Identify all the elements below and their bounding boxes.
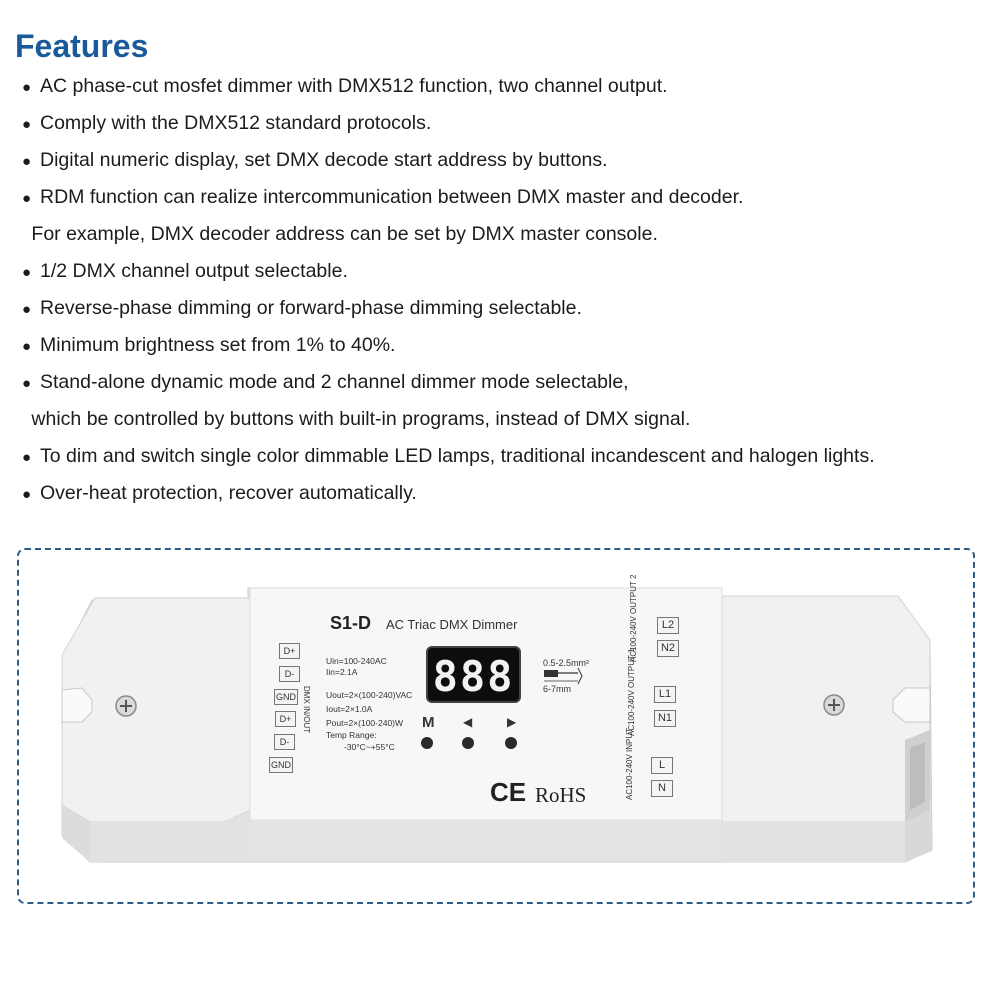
bullet-icon: ● bbox=[22, 375, 32, 392]
mode-button-label: M bbox=[422, 714, 435, 731]
feature-item: ● Comply with the DMX512 standard protocols. bbox=[22, 112, 432, 134]
terminal-dmx-d-plus-2: D+ bbox=[275, 711, 296, 727]
terminal-dmx-d-plus: D+ bbox=[279, 643, 300, 659]
output2-label: AC100-240V OUTPUT 2 bbox=[629, 574, 638, 662]
spec-temp-value: -30°C~+55°C bbox=[344, 742, 395, 752]
bullet-icon: ● bbox=[22, 153, 32, 170]
left-button[interactable] bbox=[462, 737, 474, 749]
feature-item: ● Stand-alone dynamic mode and 2 channel dimmer mode selectable, bbox=[22, 371, 629, 393]
strip-length: 6-7mm bbox=[543, 684, 572, 694]
spec-pout: Pout=2×(100-240)W bbox=[326, 718, 404, 728]
left-arrow-icon: ◀ bbox=[463, 715, 473, 729]
wire-gauge: 0.5-2.5mm² bbox=[543, 658, 590, 668]
spec-uin: Uin=100-240AC bbox=[326, 656, 387, 666]
bullet-icon: ● bbox=[22, 190, 32, 207]
ce-mark: CE bbox=[490, 777, 527, 807]
spec-temp-label: Temp Range: bbox=[326, 730, 377, 740]
mode-button[interactable] bbox=[421, 737, 433, 749]
bullet-icon: ● bbox=[22, 79, 32, 96]
feature-item: ● Over-heat protection, recover automatically. bbox=[22, 482, 417, 504]
device-model: S1-D bbox=[330, 613, 372, 633]
feature-item: ● AC phase-cut mosfet dimmer with DMX512 function, two channel output. bbox=[22, 75, 668, 97]
feature-item-continuation: For example, DMX decoder address can be set by DMX master console. bbox=[26, 223, 658, 245]
feature-item: ● Minimum brightness set from 1% to 40%. bbox=[22, 334, 396, 356]
spec-iin: Iin=2.1A bbox=[326, 667, 358, 677]
right-button[interactable] bbox=[505, 737, 517, 749]
feature-item-continuation: which be controlled by buttons with built-in programs, instead of DMX signal. bbox=[26, 408, 691, 430]
right-arrow-icon: ▶ bbox=[507, 715, 517, 729]
terminal-l1: L1 bbox=[654, 686, 676, 703]
bullet-icon: ● bbox=[22, 264, 32, 281]
input-label: AC100-240V INPUT bbox=[625, 727, 634, 800]
bullet-icon: ● bbox=[22, 338, 32, 355]
page-title: Features bbox=[15, 28, 149, 64]
terminal-n: N bbox=[651, 780, 673, 797]
bullet-icon: ● bbox=[22, 486, 32, 503]
terminal-dmx-d-minus: D- bbox=[279, 666, 300, 682]
bullet-icon: ● bbox=[22, 116, 32, 133]
bullet-icon: ● bbox=[22, 449, 32, 466]
device-name: AC Triac DMX Dimmer bbox=[386, 617, 518, 632]
dmx-label: DMX IN/OUT bbox=[302, 686, 311, 734]
output1-label: AC100-240V OUTPUT 1 bbox=[627, 648, 636, 736]
feature-item: ● Reverse-phase dimming or forward-phase dimming selectable. bbox=[22, 297, 582, 319]
terminal-n2: N2 bbox=[657, 640, 679, 657]
feature-item: ● Digital numeric display, set DMX decode start address by buttons. bbox=[22, 149, 608, 171]
bullet-icon: ● bbox=[22, 301, 32, 318]
terminal-dmx-gnd-2: GND bbox=[269, 757, 293, 773]
terminal-dmx-d-minus-2: D- bbox=[274, 734, 295, 750]
feature-item: ● RDM function can realize intercommunication between DMX master and decoder. bbox=[22, 186, 744, 208]
terminal-l2: L2 bbox=[657, 617, 679, 634]
spec-iout: Iout=2×1.0A bbox=[326, 704, 373, 714]
feature-item: ● 1/2 DMX channel output selectable. bbox=[22, 260, 348, 282]
rohs-mark: RoHS bbox=[535, 783, 587, 807]
spec-uout: Uout=2×(100-240)VAC bbox=[326, 690, 413, 700]
terminal-dmx-gnd: GND bbox=[274, 689, 298, 705]
display-value: 888 bbox=[432, 652, 515, 701]
feature-item: ● To dim and switch single color dimmable LED lamps, traditional incandescent and halogen lights. bbox=[22, 445, 875, 467]
terminal-l: L bbox=[651, 757, 673, 774]
terminal-n1: N1 bbox=[654, 710, 676, 727]
numeric-display bbox=[426, 646, 521, 703]
